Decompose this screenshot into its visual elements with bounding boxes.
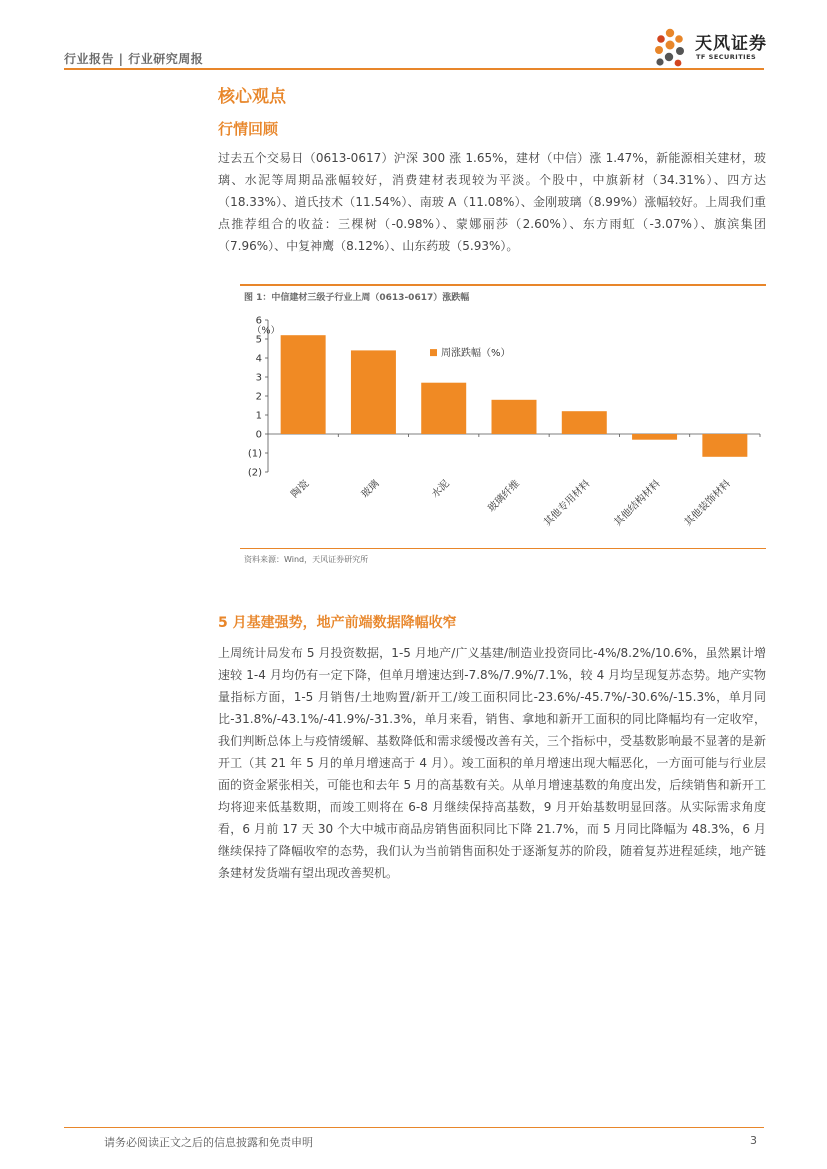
bar-chart <box>240 308 766 546</box>
section-title-core-views: 核心观点 <box>218 87 286 107</box>
section-subtitle-market-review: 行情回顾 <box>218 120 279 138</box>
x-tick-label: 水泥 <box>429 478 452 501</box>
figure-top-rule <box>240 284 766 286</box>
figure-1 <box>240 284 766 570</box>
x-tick-label: 其他装饰材料 <box>682 478 733 529</box>
y-tick-label: (1) <box>247 448 262 460</box>
infrastructure-paragraph: 上周统计局发布 5 月投资数据，1-5 月地产/广义基建/制造业投资同比-4%/8.2%/10.6%，虽然累计增速较 1-4 月均仍有一定下降，但单月增速达到-7.8%/7.9%/7.1%，较 4 月均呈现复苏态势。地产实物量指标方面，1-5 月销售/土地购置/新开工/竣工面积同比-23.6%/-45.7%/-30.6%/-15.3%，单月同比-31.8%/-43.1%/-41.9%/-31.3%，单月来看，销售、拿地和新开工面积的同比降幅均有一定收窄，我们判断总体上与疫情缓解、基数降低和需求缓慢改善有关，三个指标中，受基数影响最不显著的是新开工（其 21 年 5 月的单月增速高于 4 月）。竣工面积的单月增速出现大幅恶化，一方面可能与行业层面的资金紧张相关，可能也和去年 5 月的高基数有关。从单月增速基数的角度出发，后续销售和新开工均将迎来低基数期，而竣工则将在 6-8 月继续保持高基数，9 月开始基数明显回落。从实际需求角度看，6 月前 17 天 30 个大中城市商品房销售面积同比下降 21.7%，而 5 月同比降幅为 48.3%，6 月继续保持了降幅收窄的态势，我们认为当前销售面积处于逐渐复苏的阶段，随着复苏进程延续，地产链条建材发货端有望出现改善契机。 <box>218 646 766 880</box>
legend-swatch <box>430 349 437 356</box>
x-tick-label: 其他结构材料 <box>612 478 663 529</box>
bar <box>421 383 466 434</box>
logo-en-text: TF SECURITIES <box>696 53 757 61</box>
figure-source: 资料来源：Wind，天风证券研究所 <box>244 555 369 564</box>
bar <box>702 434 747 457</box>
logo-cn-text: 天风证券 <box>695 34 767 54</box>
x-tick-label: 玻璃纤维 <box>486 478 523 515</box>
y-tick-label: 2 <box>255 391 262 403</box>
y-tick-label: 5 <box>255 334 262 346</box>
market-review-paragraph: 过去五个交易日（0613-0617）沪深 300 涨 1.65%，建材（中信）涨 1.47%，新能源相关建材，玻璃、水泥等周期品涨幅较好，消费建材表现较为平淡。个股中，中旗新材（34.31%）、四方达（18.33%）、道氏技术（11.54%）、南玻 A（11.08%）、金刚玻璃（8.99%）涨幅较好。上周我们重点推荐组合的收益：三棵树（-0.98%）、蒙娜丽莎（2.60%）、东方雨虹（-3.07%）、旗滨集团（7.96%）、中复神鹰（8.12%）、山东药玻（5.93%）。 <box>218 151 766 253</box>
bar <box>492 400 537 434</box>
y-axis-label: （%） <box>252 325 281 337</box>
legend-label: 周涨跌幅（%） <box>441 348 511 360</box>
y-tick-label: (2) <box>247 467 262 479</box>
bar <box>562 411 607 434</box>
x-tick-label: 玻璃 <box>359 478 382 501</box>
y-tick-label: 6 <box>255 315 262 327</box>
figure-title: 图 1：中信建材三级子行业上周（0613-0617）涨跌幅 <box>244 293 470 303</box>
footer-divider <box>64 1127 764 1128</box>
section-title-infrastructure: 5 月基建强势，地产前端数据降幅收窄 <box>218 615 457 631</box>
x-tick-label: 其他专用材料 <box>542 478 593 529</box>
bar <box>281 335 326 434</box>
logo-flower-icon <box>648 26 692 70</box>
report-type-label: 行业报告 | 行业研究周报 <box>64 52 204 66</box>
bar <box>351 350 396 434</box>
page-number: 3 <box>750 1134 757 1147</box>
footer-disclaimer: 请务必阅读正文之后的信息披露和免责申明 <box>104 1136 313 1149</box>
y-tick-label: 0 <box>255 429 262 441</box>
header-divider <box>64 68 764 70</box>
y-tick-label: 4 <box>255 353 262 365</box>
x-tick-label: 陶瓷 <box>289 478 312 501</box>
y-tick-label: 1 <box>255 410 262 422</box>
figure-bottom-rule <box>240 548 766 549</box>
company-logo <box>648 26 768 70</box>
y-tick-label: 3 <box>255 372 262 384</box>
bar <box>632 434 677 440</box>
